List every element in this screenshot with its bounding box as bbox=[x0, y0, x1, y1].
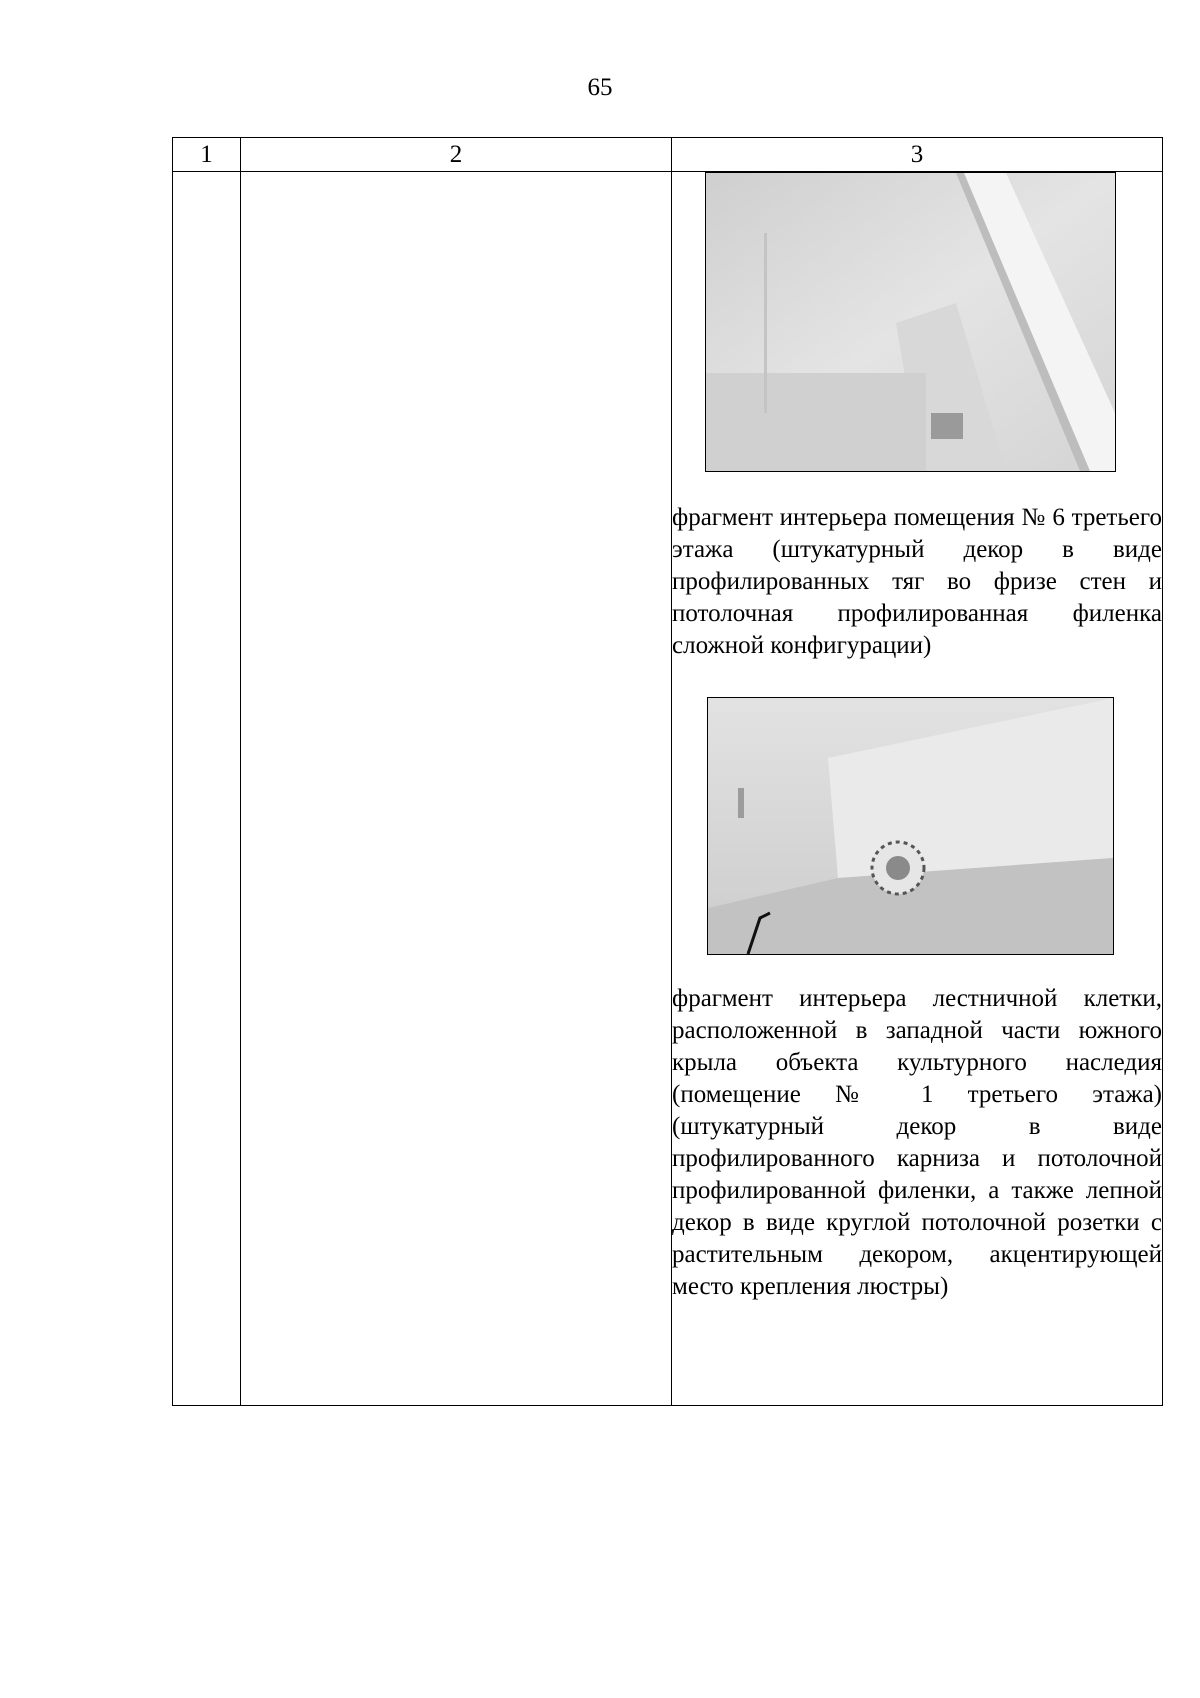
table-header-cell-1: 1 bbox=[173, 138, 241, 172]
interior-photo-icon bbox=[705, 172, 1116, 472]
page-number: 65 bbox=[587, 74, 613, 101]
table-header-cell-3: 3 bbox=[672, 138, 1163, 172]
table-cell-1 bbox=[173, 172, 241, 1406]
table-row bbox=[173, 172, 1163, 1406]
chandelier-photo-icon bbox=[707, 697, 1114, 955]
photo-caption-2: фрагмент интерьера лестничной клетки, расположенной в западной части южного крыла объекта культурного наследия (помещение № 1 третьего этажа) (штукатурный декор в виде профилированного карниза и потолочной профилированной филенки, а также лепной декор в виде круглой потолочной розетки с растительным декором, акцентирующей место крепления люстры) bbox=[672, 985, 1162, 1300]
photo-caption-1: фрагмент интерьера помещения № 6 третьего этажа (штукатурный декор в виде профилированных тяг во фризе стен и потолочная профилированная филенка сложной конфигурации) bbox=[672, 504, 1162, 659]
document-table bbox=[172, 137, 1163, 1406]
table-cell-2 bbox=[241, 172, 672, 1406]
table-header-row bbox=[173, 138, 1163, 172]
table-header-cell-2: 2 bbox=[241, 138, 672, 172]
table-cell-3 bbox=[672, 172, 1163, 1406]
